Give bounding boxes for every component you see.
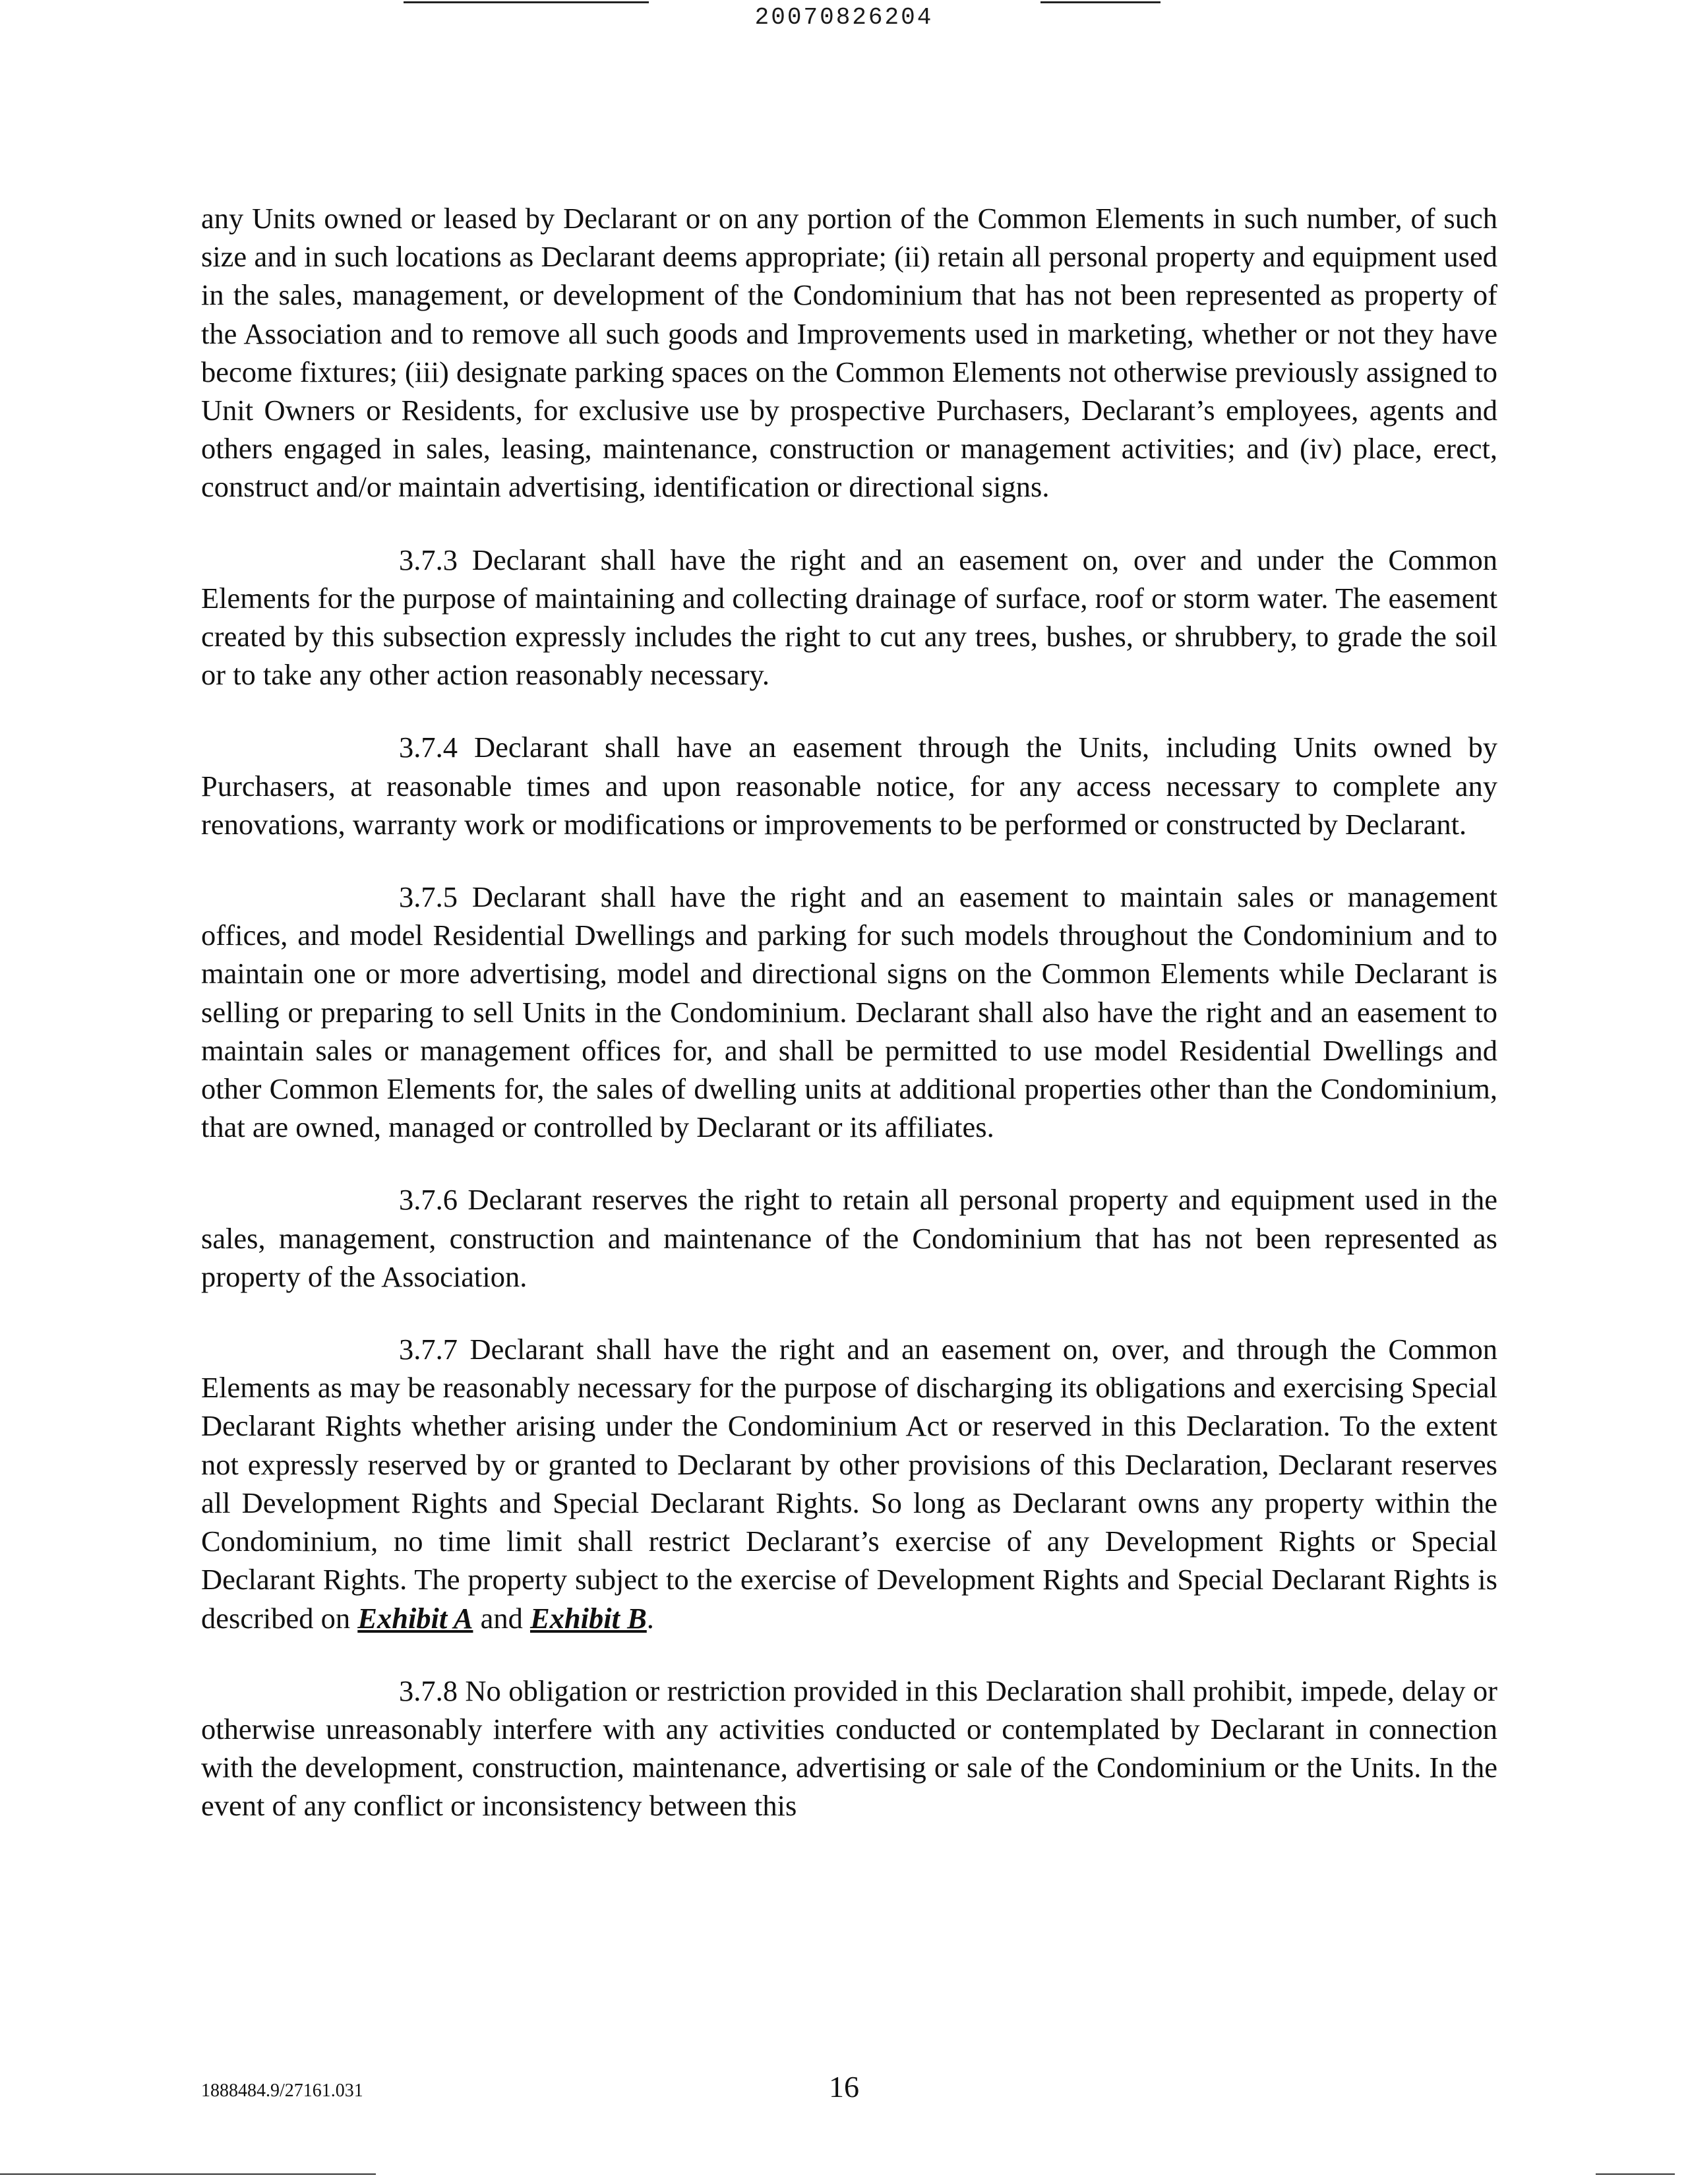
paragraph-3-7-5 <box>201 878 1497 1146</box>
paragraph-text: 3.7.5 Declarant shall have the right and an easement to maintain sales or management offices, and model Residential Dwellings and parking for such models throughout the Condominium and to maintain one or more advertising, model and directional signs on the Common Elements while Declarant is selling or preparing to sell Units in the Condominium. Declarant shall also have the right and an easement to maintain sales or management offices for, and shall be permitted to use model Residential Dwellings and other Common Elements for, the sales of dwelling units at additional properties other than the Condominium, that are owned, managed or controlled by Declarant or its affiliates. <box>201 880 1497 1144</box>
paragraph-text: any Units owned or leased by Declarant or on any portion of the Common Elements in such number, of such size and in such locations as Declarant deems appropriate; (ii) retain all personal property and equipment used in the sales, management, or development of the Condominium that has not been represented as property of the Association and to remove all such goods and Improvements used in marketing, whether or not they have become fixtures; (iii) designate parking spaces on the Common Elements not otherwise previously assigned to Unit Owners or Residents, for exclusive use by prospective Purchasers, Declarant’s employees, agents and others engaged in sales, leasing, maintenance, construction or management activities; and (iv) place, erect, construct and/or maintain advertising, identification or directional signs. <box>201 202 1497 504</box>
header-rule-left <box>404 1 649 3</box>
footer-rule-left <box>0 2173 376 2175</box>
header-rule-right <box>1040 1 1160 3</box>
page-number: 16 <box>829 2070 859 2104</box>
paragraph-text: and <box>473 1601 530 1635</box>
footer-rule-right <box>1596 2173 1675 2175</box>
paragraph-3-7-8 <box>201 1672 1497 1825</box>
paragraph-3-7-4 <box>201 728 1497 843</box>
paragraph-text: 3.7.7 Declarant shall have the right and an easement on, over, and through the Common Elements as may be reasonably necessary for the purpose of discharging its obligations and exercising Special Declarant Rights whether arising under the Condominium Act or reserved in this Declaration. To the extent not expressly reserved by or granted to Declarant by other provisions of this Declaration, Declarant reserves all Development Rights and Special Declarant Rights. So long as Declarant owns any property within the Condominium, no time limit shall restrict Declarant’s exercise of any Development Rights or Special Declarant Rights. The property subject to the exercise of Development Rights and Special Declarant Rights is described on <box>201 1333 1497 1635</box>
paragraph-3-7-7 <box>201 1330 1497 1637</box>
paragraph-text: 3.7.3 Declarant shall have the right and an easement on, over and under the Common Elements for the purpose of maintaining and collecting drainage of surface, roof or storm water. The easement created by this subsection expressly includes the right to cut any trees, bushes, or shrubbery, to grade the soil or to take any other action reasonably necessary. <box>201 543 1497 692</box>
paragraph-3-7-3 <box>201 541 1497 694</box>
paragraph-text: 3.7.8 No obligation or restriction provided in this Declaration shall prohibit, impede, delay or otherwise unreasonably interfere with any activities conducted or contemplated by Declarant in connection with the development, construction, maintenance, advertising or sale of the Condominium or the Units. In the event of any conflict or inconsistency between this <box>201 1674 1497 1823</box>
paragraph-text: 3.7.6 Declarant reserves the right to retain all personal property and equipment used in the sales, management, construction and maintenance of the Condominium that has not been represented as property of the Association. <box>201 1183 1497 1293</box>
paragraph-text: 3.7.4 Declarant shall have an easement through the Units, including Units owned by Purchasers, at reasonable times and upon reasonable notice, for any access necessary to complete any renovations, warranty work or modifications or improvements to be performed or constructed by Declarant. <box>201 731 1497 841</box>
recording-number: 20070826204 <box>754 4 934 31</box>
paragraph-continuation <box>201 199 1497 506</box>
exhibit-a-reference: Exhibit A <box>357 1601 473 1635</box>
exhibit-b-reference: Exhibit B <box>529 1601 647 1635</box>
document-body <box>201 199 1497 1860</box>
paragraph-text: . <box>646 1601 654 1635</box>
footer-document-id: 1888484.9/27161.031 <box>201 2080 363 2101</box>
paragraph-3-7-6 <box>201 1180 1497 1296</box>
